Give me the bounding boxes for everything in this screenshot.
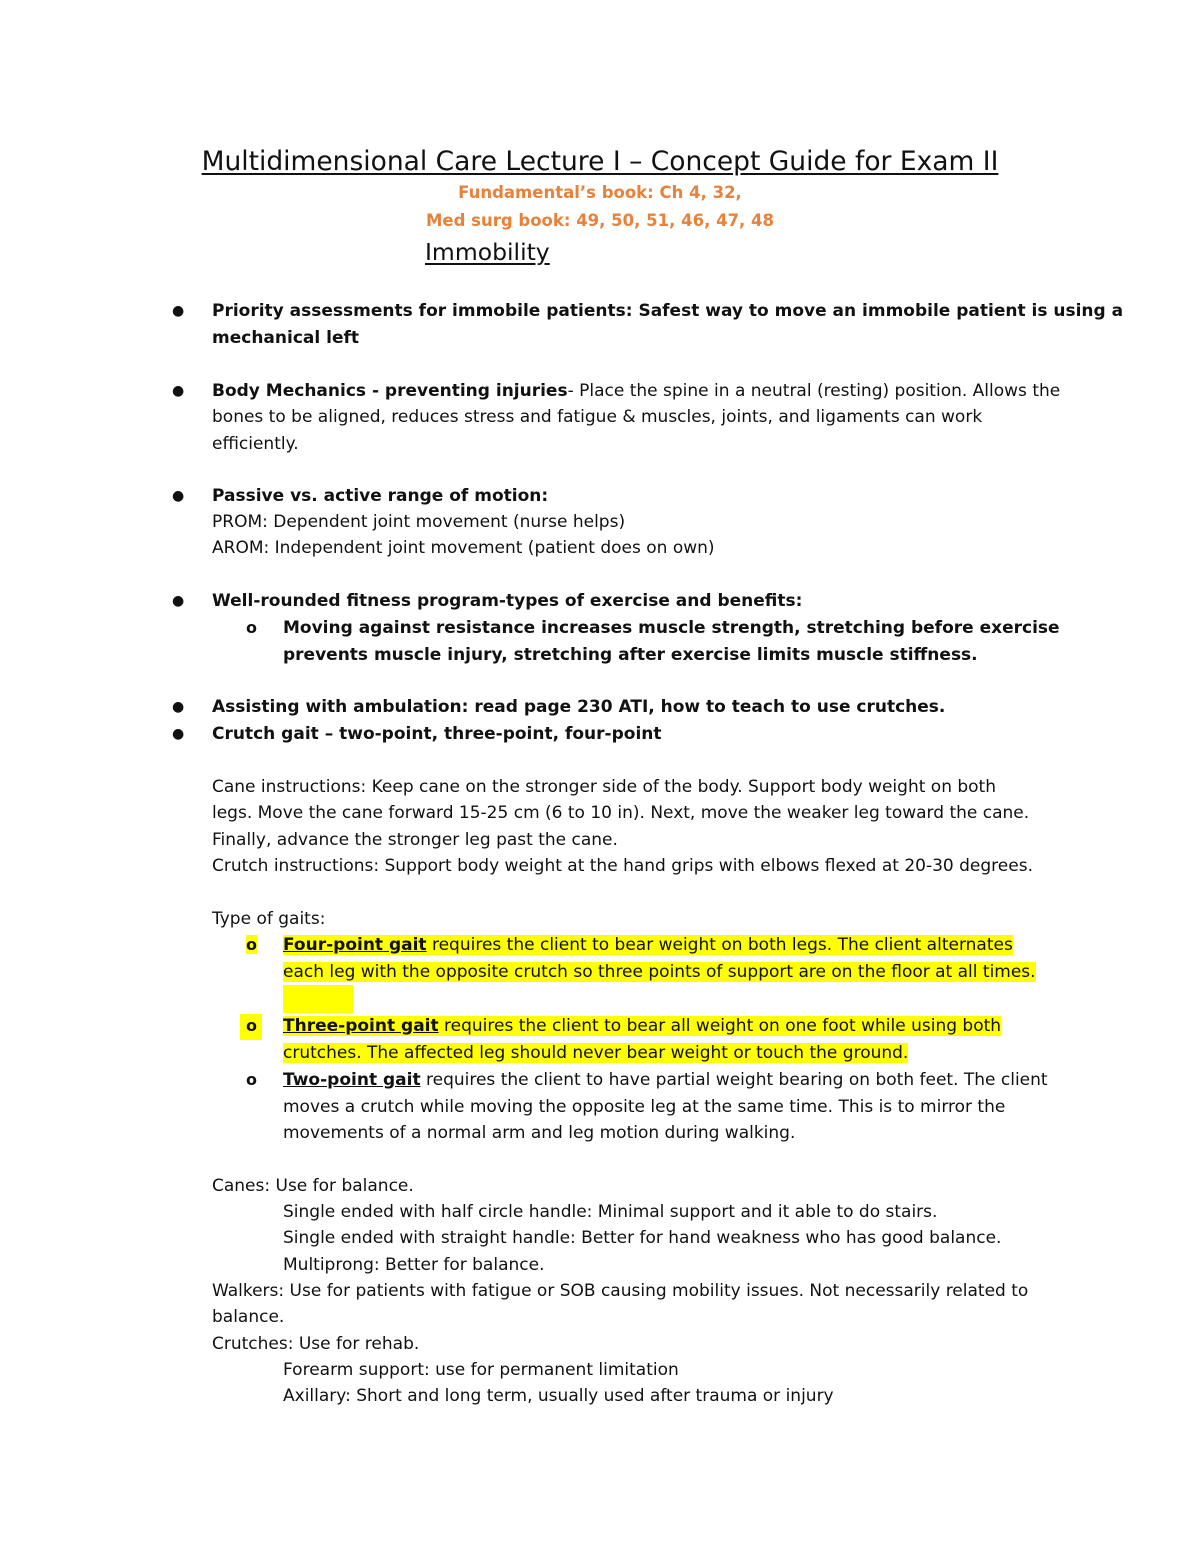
body-mechanics-line3: efficiently. — [212, 434, 299, 454]
fundamentals-book-reference: Fundamental’s book: Ch 4, 32, — [458, 183, 742, 202]
crutch-axillary: Axillary: Short and long term, usually used after trauma or injury — [283, 1386, 834, 1406]
prom-definition: PROM: Dependent joint movement (nurse helps) — [212, 512, 626, 532]
canes-heading: Canes: Use for balance. — [212, 1176, 414, 1196]
sub-bullet-marker: o — [246, 935, 257, 954]
bullet-marker: ● — [172, 699, 185, 715]
crutches-heading: Crutches: Use for rehab. — [212, 1334, 420, 1354]
bullet-marker: ● — [172, 488, 185, 504]
three-point-gait-line2: crutches. The affected leg should never bear weight or touch the ground. — [283, 1043, 909, 1063]
cane-single-straight: Single ended with straight handle: Better for hand weakness who has good balance. — [283, 1228, 1002, 1248]
bullet-marker: ● — [172, 383, 185, 399]
three-point-gait-label: Three-point gait — [283, 1016, 439, 1036]
bullet-marker: ● — [172, 303, 185, 319]
range-of-motion-label: Passive vs. active range of motion: — [212, 486, 549, 506]
document-title: Multidimensional Care Lecture I – Concept Guide for Exam II — [201, 146, 999, 177]
sub-bullet-marker: o — [246, 1070, 257, 1089]
two-point-gait-text: requires the client to have partial weight bearing on both feet. The client — [420, 1070, 1048, 1090]
walkers-line1: Walkers: Use for patients with fatigue or SOB causing mobility issues. Not necessarily related to — [212, 1281, 1029, 1301]
fitness-program-detail-line1: Moving against resistance increases muscle strength, stretching before exercise — [283, 618, 1060, 638]
sub-bullet-marker: o — [246, 1016, 257, 1035]
assisting-ambulation: Assisting with ambulation: read page 230 ATI, how to teach to use crutches. — [212, 697, 946, 717]
crutch-gait: Crutch gait – two-point, three-point, four-point — [212, 724, 662, 744]
med-surg-book-reference: Med surg book: 49, 50, 51, 46, 47, 48 — [425, 211, 775, 230]
sub-bullet-marker: o — [246, 618, 257, 637]
highlight-block — [283, 985, 353, 1013]
arom-definition: AROM: Independent joint movement (patient does on own) — [212, 538, 715, 558]
priority-assessments-line1: Priority assessments for immobile patients: Safest way to move an immobile patient is using a — [212, 301, 1124, 321]
priority-assessments-line2: mechanical left — [212, 328, 359, 348]
cane-multiprong: Multiprong: Better for balance. — [283, 1255, 545, 1275]
body-mechanics-line2: bones to be aligned, reduces stress and fatigue & muscles, joints, and ligaments can work — [212, 407, 983, 427]
crutch-instructions: Crutch instructions: Support body weight at the hand grips with elbows flexed at 20-30 degrees. — [212, 856, 1033, 876]
two-point-gait-label: Two-point gait — [283, 1070, 421, 1090]
bullet-marker: ● — [172, 593, 185, 609]
two-point-gait-line1 — [283, 1067, 1048, 1093]
walkers-line2: balance. — [212, 1307, 285, 1327]
four-point-gait-text: requires the client to bear weight on both legs. The client alternates — [426, 935, 1013, 955]
bullet-marker: ● — [172, 726, 185, 742]
fitness-program-label: Well-rounded fitness program-types of exercise and benefits: — [212, 591, 803, 611]
two-point-gait-line3: movements of a normal arm and leg motion during walking. — [283, 1123, 796, 1143]
fitness-program-detail-line2: prevents muscle injury, stretching after exercise limits muscle stiffness. — [283, 645, 978, 665]
four-point-gait-label: Four-point gait — [283, 935, 427, 955]
crutch-forearm-support: Forearm support: use for permanent limitation — [283, 1360, 679, 1380]
cane-single-half-circle: Single ended with half circle handle: Minimal support and it able to do stairs. — [283, 1202, 938, 1222]
body-mechanics-text: - Place the spine in a neutral (resting) position. Allows the — [567, 381, 1061, 401]
four-point-gait-line2: each leg with the opposite crutch so three points of support are on the floor at all times. — [283, 962, 1036, 982]
two-point-gait-line2: moves a crutch while moving the opposite leg at the same time. This is to mirror the — [283, 1097, 1006, 1117]
cane-instructions-line1: Cane instructions: Keep cane on the stronger side of the body. Support body weight on both — [212, 777, 997, 797]
section-heading-immobility: Immobility — [425, 238, 550, 266]
three-point-gait-line1 — [283, 1013, 1001, 1039]
body-mechanics-line1 — [212, 378, 1060, 404]
cane-instructions-line2: legs. Move the cane forward 15-25 cm (6 to 10 in). Next, move the weaker leg toward the cane. — [212, 803, 1030, 823]
cane-instructions-line3: Finally, advance the stronger leg past the cane. — [212, 830, 618, 850]
three-point-gait-text: requires the client to bear all weight on one foot while using both — [438, 1016, 1002, 1036]
four-point-gait-line1 — [283, 932, 1013, 958]
body-mechanics-label: Body Mechanics - preventing injuries — [212, 381, 568, 401]
gaits-heading: Type of gaits: — [212, 909, 326, 929]
